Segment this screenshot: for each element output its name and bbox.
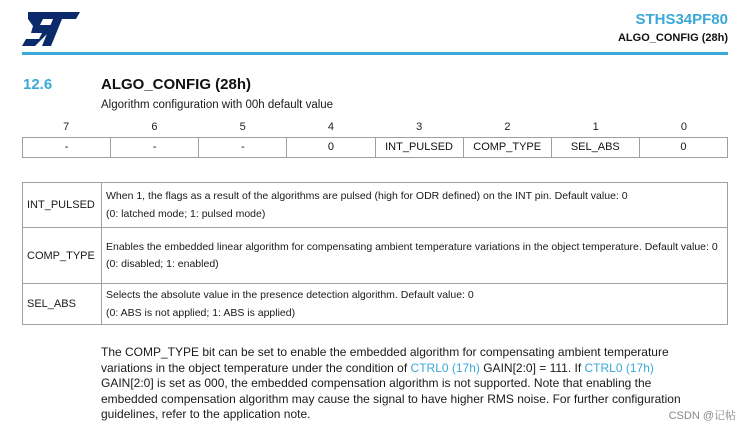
field-description bbox=[102, 228, 728, 284]
field-name: INT_PULSED bbox=[23, 183, 102, 228]
table-row bbox=[23, 183, 728, 228]
bit-number: 0 bbox=[680, 121, 687, 133]
field-description bbox=[102, 284, 728, 325]
bit-value: COMP_TYPE bbox=[463, 138, 551, 157]
bit-value: 0 bbox=[286, 138, 374, 157]
field-text: Selects the absolute value in the presence detection algorithm. Default value: 0 bbox=[106, 289, 474, 301]
body-paragraph bbox=[101, 345, 701, 423]
ctrl0-link[interactable]: CTRL0 (17h) bbox=[410, 360, 480, 375]
bit-value: - bbox=[198, 138, 286, 157]
bit-value: SEL_ABS bbox=[551, 138, 639, 157]
bit-value: 0 bbox=[639, 138, 727, 157]
field-values: (0: disabled; 1: enabled) bbox=[106, 258, 219, 270]
bit-number: 5 bbox=[239, 121, 246, 133]
part-number: STHS34PF80 bbox=[635, 11, 728, 28]
bit-number: 4 bbox=[327, 121, 334, 133]
table-row bbox=[23, 228, 728, 284]
watermark: CSDN @记帖 bbox=[668, 410, 736, 422]
bit-value: - bbox=[110, 138, 198, 157]
bit-number: 3 bbox=[416, 121, 423, 133]
section-number: 12.6 bbox=[23, 76, 53, 93]
bit-number: 1 bbox=[592, 121, 599, 133]
paragraph-text: GAIN[2:0] = 111. If bbox=[479, 360, 585, 375]
field-name: SEL_ABS bbox=[23, 284, 102, 325]
bit-description-table bbox=[22, 182, 728, 325]
bit-number: 7 bbox=[63, 121, 70, 133]
bit-number-row bbox=[22, 117, 728, 137]
paragraph-text: GAIN[2:0] is set as 000, the embedded compensation algorithm is not supported. Note that enabling the embedded compensation algorithm may cause the signal to have higher RMS noise. For further configuration guidelines, refer to the application note. bbox=[101, 376, 681, 422]
ctrl0-link[interactable]: CTRL0 (17h) bbox=[584, 360, 654, 375]
bit-value: - bbox=[64, 141, 69, 153]
st-logo-icon bbox=[22, 12, 80, 46]
bit-value: INT_PULSED bbox=[375, 138, 463, 157]
field-description bbox=[102, 183, 728, 228]
field-values: (0: ABS is not applied; 1: ABS is applied) bbox=[106, 306, 296, 319]
section-title: ALGO_CONFIG (28h) bbox=[101, 76, 252, 93]
field-text: When 1, the flags as a result of the algorithms are pulsed (high for ODR defined) on the INT pin. Default value: 0 bbox=[106, 190, 628, 202]
bit-value-row bbox=[22, 137, 728, 158]
field-text: Enables the embedded linear algorithm for compensating ambient temperature variations in the object temperature. Default value: 0 bbox=[106, 240, 718, 253]
bit-number: 6 bbox=[151, 121, 158, 133]
page-header bbox=[618, 11, 728, 46]
register-bit-table bbox=[22, 117, 728, 158]
paragraph-text: The COMP_TYPE bit can be set to enable the embedded algorithm for compensating ambient temperature variations in the object temperature under the condition of bbox=[101, 345, 669, 375]
bit-number: 2 bbox=[504, 121, 511, 133]
header-register-title: ALGO_CONFIG (28h) bbox=[617, 32, 728, 44]
section-subtitle: Algorithm configuration with 00h default value bbox=[101, 99, 334, 111]
header-divider bbox=[22, 52, 728, 55]
field-name: COMP_TYPE bbox=[23, 228, 102, 284]
field-values: (0: latched mode; 1: pulsed mode) bbox=[106, 207, 266, 220]
table-row bbox=[23, 284, 728, 325]
